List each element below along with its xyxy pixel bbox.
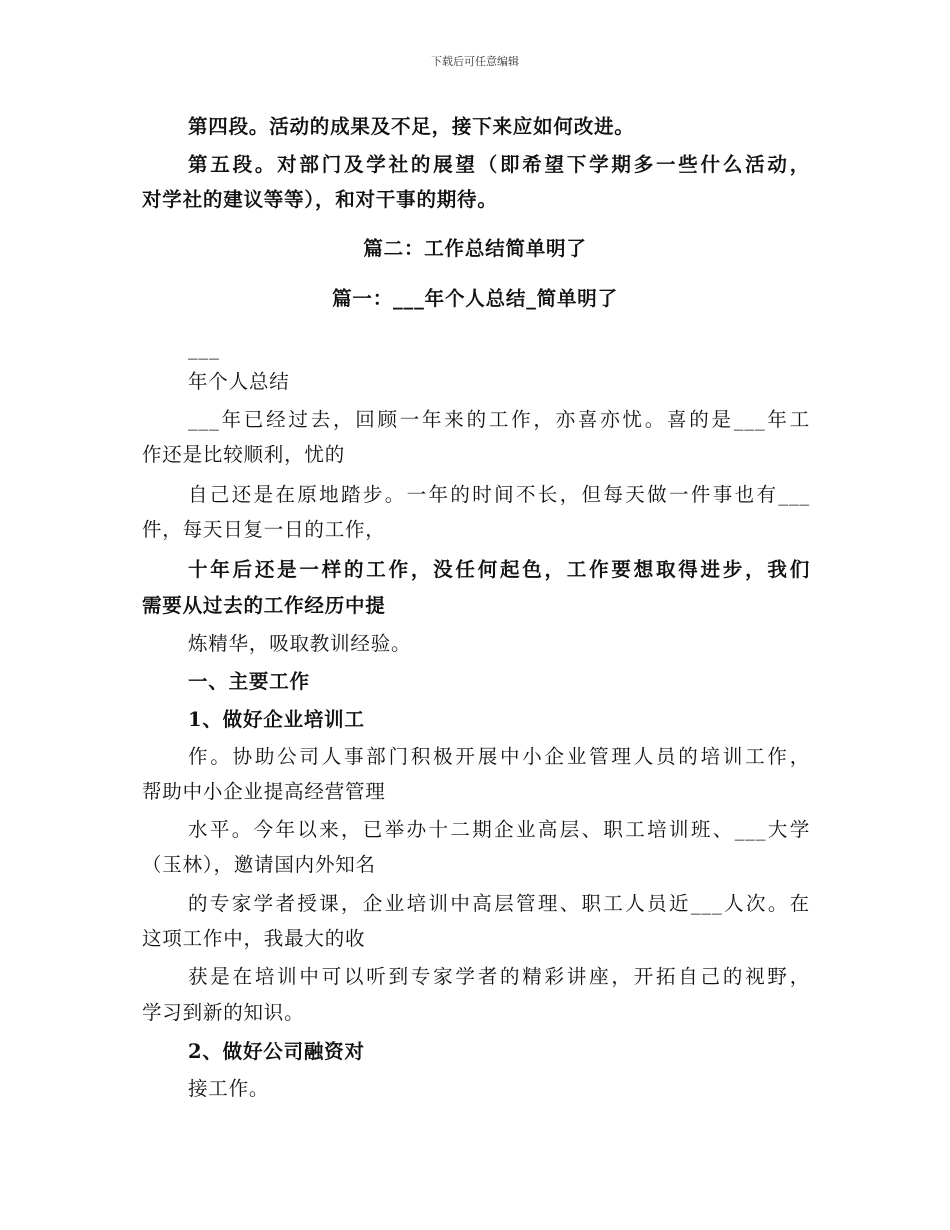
paragraph-line: ___: [188, 337, 220, 360]
paragraph-line: 学习到新的知识。: [142, 1001, 305, 1024]
paragraph-line: 年个人总结: [188, 370, 290, 393]
paragraph-line: 作。协助公司人事部门积极开展中小企业管理人员的培训工作，: [188, 745, 810, 768]
paragraph-line: 十年后还是一样的工作，没任何起色，工作要想取得进步，我们: [188, 558, 810, 581]
paragraph-line: 这项工作中，我最大的收: [142, 927, 366, 950]
paragraph-line: 作还是比较顺利，忧的: [142, 443, 346, 466]
item-heading: 1、做好企业培训工: [188, 708, 365, 731]
paragraph-line: 帮助中小企业提高经营管理: [142, 780, 386, 803]
paragraph-line: 件，每天日复一日的工作，: [142, 518, 386, 541]
paragraph-line: ___年已经过去，回顾一年来的工作，亦喜亦忧。喜的是___年工: [188, 408, 810, 431]
paragraph-line: 自己还是在原地踏步。一年的时间不长，但每天做一件事也有___: [188, 483, 810, 506]
paragraph-line: 第四段。活动的成果及不足，接下来应如何改进。: [188, 115, 635, 138]
paragraph-line: 获是在培训中可以听到专家学者的精彩讲座，开拓自己的视野，: [188, 965, 810, 988]
section-heading: 篇二：工作总结简单明了: [363, 237, 587, 260]
paragraph-line: （玉林），邀请国内外知名: [142, 853, 376, 876]
section-heading: 篇一：___年个人总结_简单明了: [332, 287, 618, 310]
header-note: 下载后可任意编辑: [431, 55, 519, 68]
section-heading: 一、主要工作: [188, 670, 310, 693]
paragraph-line: 的专家学者授课，企业培训中高层管理、职工人员近___人次。在: [188, 892, 810, 915]
paragraph-line: 第五段。对部门及学社的展望（即希望下学期多一些什么活动，: [188, 153, 810, 176]
paragraph-line: 对学社的建议等等），和对干事的期待。: [142, 188, 498, 211]
paragraph-line: 需要从过去的工作经历中提: [142, 594, 386, 617]
item-heading: 2、做好公司融资对: [188, 1040, 365, 1063]
paragraph-line: 接工作。: [188, 1077, 270, 1100]
paragraph-line: 炼精华，吸取教训经验。: [188, 632, 412, 655]
paragraph-line: 水平。今年以来，已举办十二期企业高层、职工培训班、___大学: [188, 818, 811, 841]
